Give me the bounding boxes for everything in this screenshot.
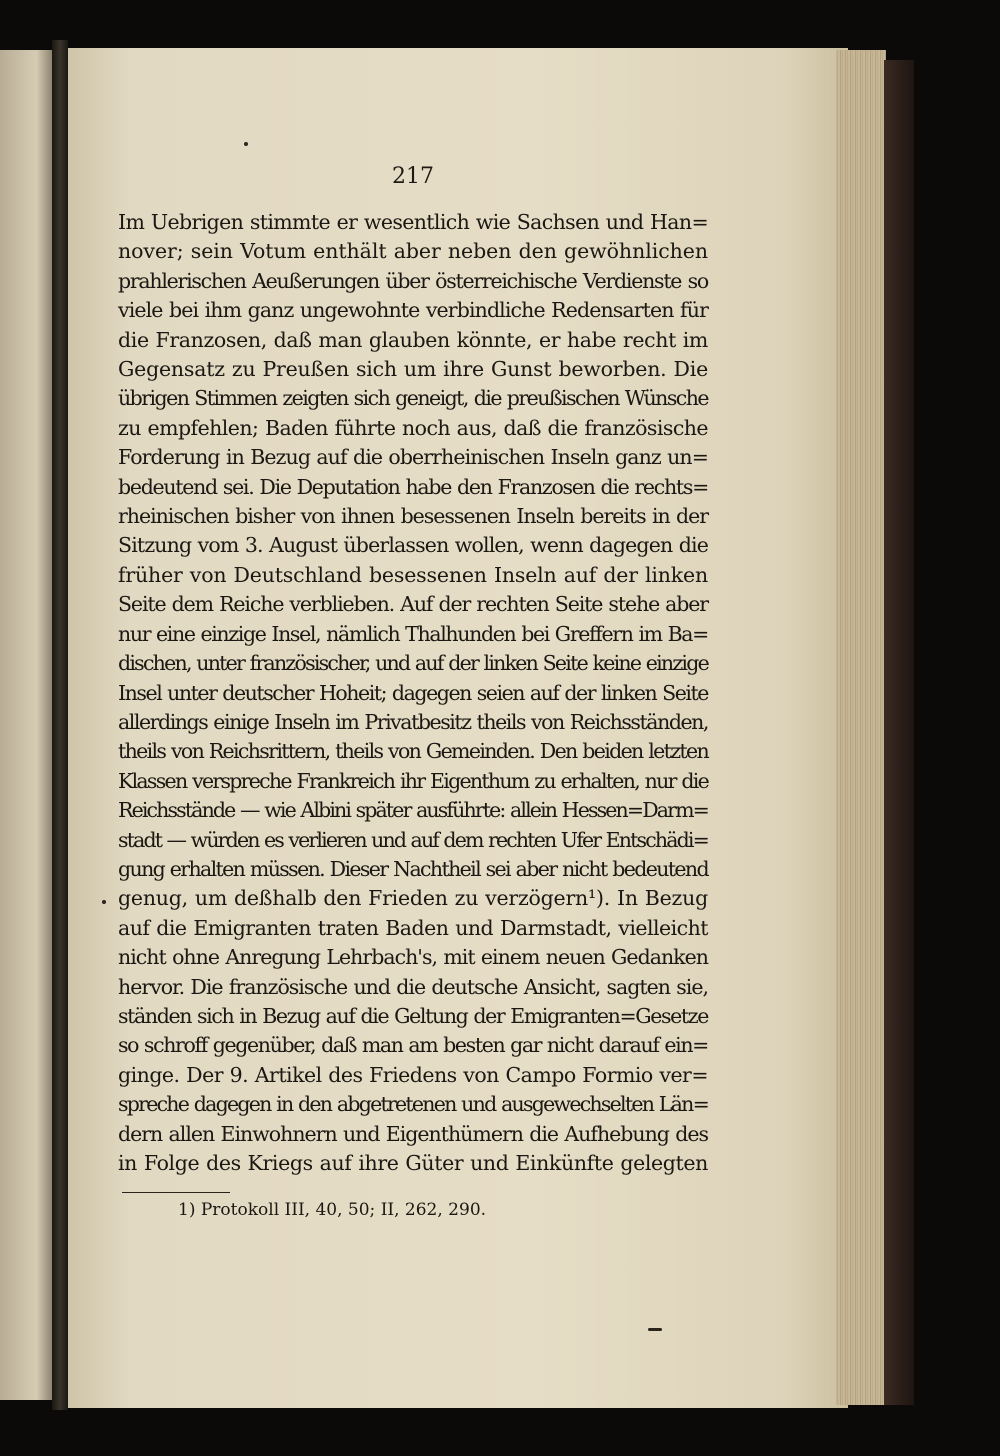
text-line: nicht ohne Anregung Lehrbach's, mit einem neuen Gedanken (118, 945, 708, 970)
text-line: Seite dem Reiche verblieben. Auf der rechten Seite stehe aber (118, 592, 708, 617)
text-line: genug, um deßhalb den Frieden zu verzögern¹). In Bezug (118, 886, 708, 911)
text-line: hervor. Die französische und die deutsche Ansicht, sagten sie, (118, 974, 708, 999)
text-line: Insel unter deutscher Hoheit; dagegen seien auf der linken Seite (118, 680, 708, 705)
footnote: 1) Protokoll III, 40, 50; II, 262, 290. (178, 1200, 487, 1220)
text-line: nover; sein Votum enthält aber neben den gewöhnlichen (118, 239, 708, 264)
text-line: auf die Emigranten traten Baden und Darmstadt, vielleicht (118, 915, 708, 940)
text-line: dern allen Einwohnern und Eigenthümern die Aufhebung des (118, 1121, 708, 1146)
text-line: nur eine einzige Insel, nämlich Thalhunden bei Greffern im Ba= (118, 621, 708, 646)
text-line: prahlerischen Aeußerungen über österreichische Verdienste so (118, 268, 708, 293)
ink-speck (648, 1328, 662, 1331)
book-cover-edge (884, 60, 914, 1405)
book-gutter (52, 40, 68, 1410)
text-line: ständen sich in Bezug auf die Geltung der Emigranten=Gesetze (118, 1003, 708, 1028)
text-line: Klassen verspreche Frankreich ihr Eigenthum zu erhalten, nur die (118, 768, 708, 793)
text-line: viele bei ihm ganz ungewohnte verbindliche Redensarten für (118, 298, 708, 323)
text-line: allerdings einige Inseln im Privatbesitz theils von Reichsständen, (118, 709, 708, 734)
page-edges (836, 50, 886, 1405)
footnote-rule (122, 1192, 230, 1193)
page-number: 217 (392, 164, 434, 189)
text-line: Im Uebrigen stimmte er wesentlich wie Sachsen und Han= (118, 210, 708, 234)
text-line: stadt — würden es verlieren und auf dem rechten Ufer Entschädi= (118, 827, 708, 852)
text-line: Gegensatz zu Preußen sich um ihre Gunst beworben. Die (118, 357, 708, 382)
text-line: dischen, unter französischer, und auf der linken Seite keine einzige (118, 651, 708, 676)
text-line: theils von Reichsrittern, theils von Gemeinden. Den beiden letzten (118, 739, 708, 764)
text-line: die Franzosen, daß man glauben könnte, er habe recht im (118, 327, 708, 352)
left-page-edge (0, 50, 52, 1400)
text-line: in Folge des Kriegs auf ihre Güter und Einkünfte gelegten (118, 1151, 708, 1175)
text-line: so schroff gegenüber, daß man am besten gar nicht darauf ein= (118, 1033, 708, 1058)
text-line: Reichsstände — wie Albini später ausführte: allein Hessen=Darm= (118, 798, 708, 823)
text-line: bedeutend sei. Die Deputation habe den Franzosen die rechts= (118, 474, 708, 499)
text-line: übrigen Stimmen zeigten sich geneigt, die preußischen Wünsche (118, 386, 708, 411)
ink-speck (102, 900, 106, 904)
text-line: zu empfehlen; Baden führte noch aus, daß die französische (118, 415, 708, 440)
text-line: rheinischen bisher von ihnen besessenen Inseln bereits in der (118, 504, 708, 529)
text-line: früher von Deutschland besessenen Inseln auf der linken (118, 562, 708, 587)
ink-speck (244, 142, 248, 146)
text-line: gung erhalten müssen. Dieser Nachtheil sei aber nicht bedeutend (118, 856, 708, 881)
text-line: Sitzung vom 3. August überlassen wollen, wenn dagegen die (118, 533, 708, 558)
body-text (118, 208, 708, 1178)
text-line: spreche dagegen in den abgetretenen und ausgewechselten Län= (118, 1092, 708, 1117)
text-line: ginge. Der 9. Artikel des Friedens von Campo Formio ver= (118, 1062, 708, 1087)
text-line: Forderung in Bezug auf die oberrheinischen Inseln ganz un= (118, 445, 708, 470)
